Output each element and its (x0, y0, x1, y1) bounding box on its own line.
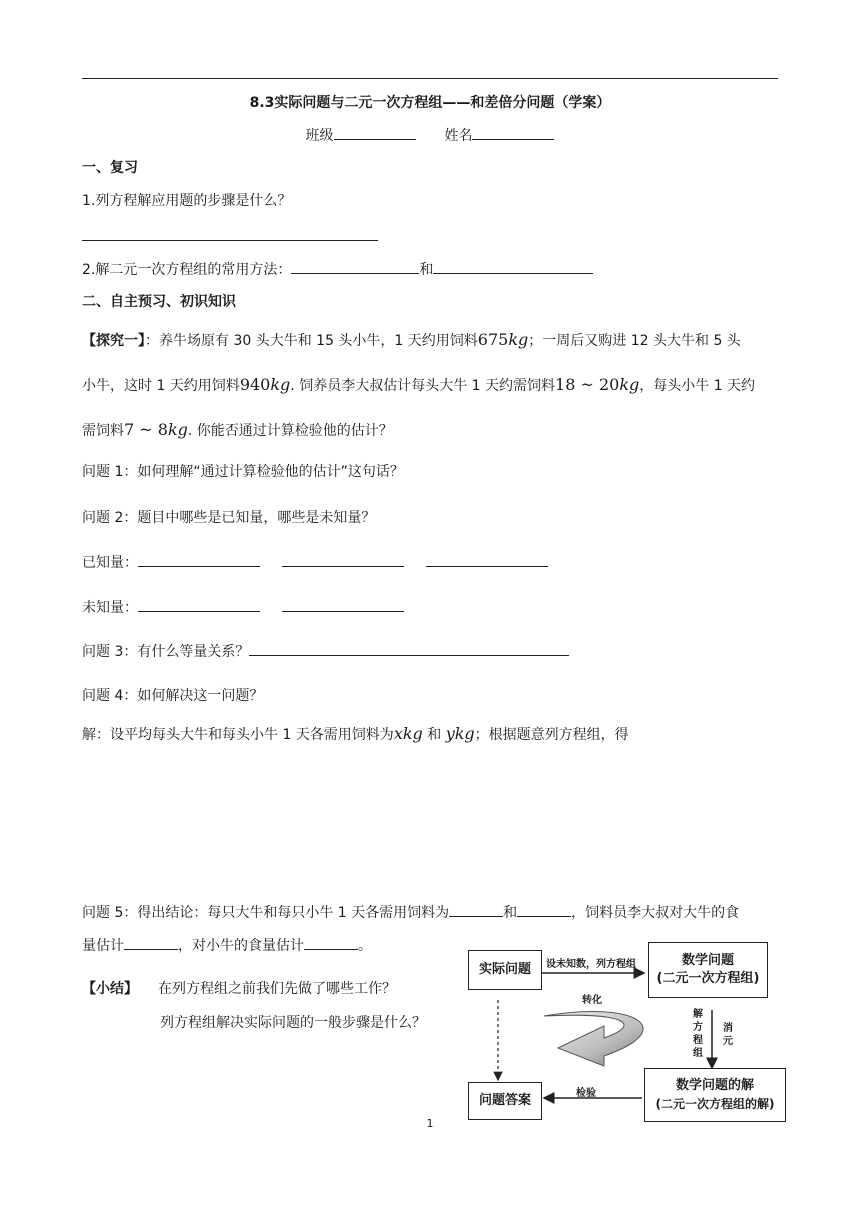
question-5-text-d: ，对小牛的食量估计 (178, 938, 304, 954)
label-set-unknowns: 设未知数，列方程组 (546, 959, 636, 970)
explore-text-2b: . 饲养员李大叔估计每头大牛 1 天约需饲料 (290, 378, 556, 394)
question-5-line-1 (82, 902, 739, 923)
summary-line-1 (82, 979, 396, 999)
unknown-label: 未知量： (82, 600, 138, 616)
big-cow-estimate-blank[interactable] (124, 935, 178, 950)
header-rule (82, 78, 778, 79)
known-blank-2[interactable] (282, 552, 404, 567)
known-quantities-line (82, 552, 548, 573)
section-review-heading: 一、复习 (82, 160, 138, 176)
box-real-problem-label: 实际问题 (478, 962, 531, 977)
box-math-solution (644, 1068, 786, 1122)
small-cow-estimate-blank[interactable] (304, 935, 358, 950)
review-answer-blank-1[interactable] (82, 240, 378, 241)
known-label: 已知量： (82, 555, 138, 571)
box-math-solution-line2: (二元一次方程组的解) (655, 1097, 775, 1111)
box-math-problem-line1: 数学问题 (681, 953, 734, 968)
box-math-solution-line1: 数学问题的解 (675, 1078, 754, 1093)
question-5-text-a: 问题 5：得出结论：每只大牛和每只小牛 1 天各需用饲料为 (82, 905, 450, 921)
name-label: 姓名 (444, 128, 473, 144)
explore-text-3b: . 你能否通过计算检验他的估计？ (187, 423, 393, 439)
equal-relation-blank[interactable] (249, 641, 569, 656)
explore-label: 【探究一】 (82, 333, 145, 349)
explore-line-3 (82, 420, 393, 441)
question-1: 问题 1：如何理解“通过计算检验他的估计”这句话？ (82, 464, 404, 480)
box-math-problem-line2: (二元一次方程组) (656, 971, 760, 986)
explore-value-1: 675 (477, 330, 509, 349)
class-label: 班级 (305, 128, 334, 144)
explore-line-1 (82, 330, 741, 351)
solution-and: 和 (422, 727, 446, 743)
box-problem-answer (468, 1082, 542, 1120)
explore-text-1b: ；一周后又购进 12 头大牛和 5 头 (528, 333, 741, 349)
solution-var-y: ykg (445, 724, 475, 743)
explore-value-2: 940 (239, 375, 271, 394)
summary-label: 【小结】 (82, 981, 138, 997)
question-4: 问题 4：如何解决这一问题？ (82, 688, 264, 704)
explore-unit-4: kg (167, 420, 188, 439)
explore-text-2c: ，每头小牛 1 天约 (639, 378, 756, 394)
explore-line-2 (82, 375, 755, 396)
box-real-problem (468, 950, 542, 990)
label-transform: 转化 (582, 995, 602, 1006)
question-5-text-c: 量估计 (82, 938, 124, 954)
unknown-blank-2[interactable] (282, 597, 404, 612)
box-math-problem (648, 942, 768, 998)
page-title: 8.3实际问题与二元一次方程组——和差倍分问题（学案） (249, 95, 611, 111)
label-solve-system: 解方程组 (693, 1009, 703, 1059)
explore-unit-2: kg (270, 375, 291, 394)
solution-text-b: ；根据题意列方程组，得 (474, 727, 629, 743)
label-check: 检验 (576, 1088, 596, 1099)
review-q2-text: 2.解二元一次方程组的常用方法： (82, 262, 292, 278)
question-5-line-2 (82, 935, 372, 956)
unknown-quantities-line (82, 597, 404, 618)
known-blank-1[interactable] (138, 552, 260, 567)
solution-var-x: xkg (393, 724, 423, 743)
question-2: 问题 2：题目中哪些是已知量，哪些是未知量？ (82, 510, 376, 526)
question-5-and: 和 (503, 905, 518, 921)
explore-text-2a: 小牛，这时 1 天约用饲料 (82, 378, 240, 394)
solution-line (82, 724, 629, 745)
solution-text-a: 解：设平均每头大牛和每头小牛 1 天各需用饲料为 (82, 727, 394, 743)
class-blank[interactable] (334, 125, 416, 140)
known-blank-3[interactable] (426, 552, 548, 567)
review-question-1: 1.列方程解应用题的步骤是什么？ (82, 193, 292, 209)
summary-question-1: 在列方程组之前我们先做了哪些工作？ (158, 981, 396, 997)
question-3: 问题 3：有什么等量关系？ (82, 644, 250, 660)
big-cow-feed-blank[interactable] (449, 902, 503, 917)
curved-transform-arrow (544, 1012, 643, 1066)
question-5-text-e: 。 (358, 938, 372, 954)
label-elimination: 消元 (723, 1023, 733, 1047)
small-cow-feed-blank[interactable] (517, 902, 571, 917)
page-number: 1 (426, 1117, 434, 1130)
question-3-line (82, 641, 569, 662)
class-name-line (0, 125, 860, 145)
explore-value-4: 7 ~ 8 (124, 420, 168, 439)
method-blank-2[interactable] (433, 259, 593, 274)
explore-value-3: 18 ~ 20 (555, 375, 620, 394)
review-question-2 (82, 259, 593, 280)
explore-text-1a: ：养牛场原有 30 头大牛和 15 头小牛，1 天约用饲料 (145, 333, 478, 349)
explore-unit-3: kg (619, 375, 640, 394)
summary-question-2: 列方程组解决实际问题的一般步骤是什么？ (160, 1015, 426, 1031)
box-problem-answer-label: 问题答案 (478, 1093, 531, 1108)
name-blank[interactable] (472, 125, 554, 140)
unknown-blank-1[interactable] (138, 597, 260, 612)
explore-unit-1: kg (508, 330, 529, 349)
question-5-text-b: ，饲料员李大叔对大牛的食 (571, 905, 740, 921)
section-preview-heading: 二、自主预习、初识知识 (82, 294, 236, 310)
explore-text-3a: 需饲料 (82, 423, 124, 439)
flow-diagram (454, 938, 790, 1130)
method-blank-1[interactable] (291, 259, 419, 274)
review-q2-and: 和 (419, 262, 434, 278)
